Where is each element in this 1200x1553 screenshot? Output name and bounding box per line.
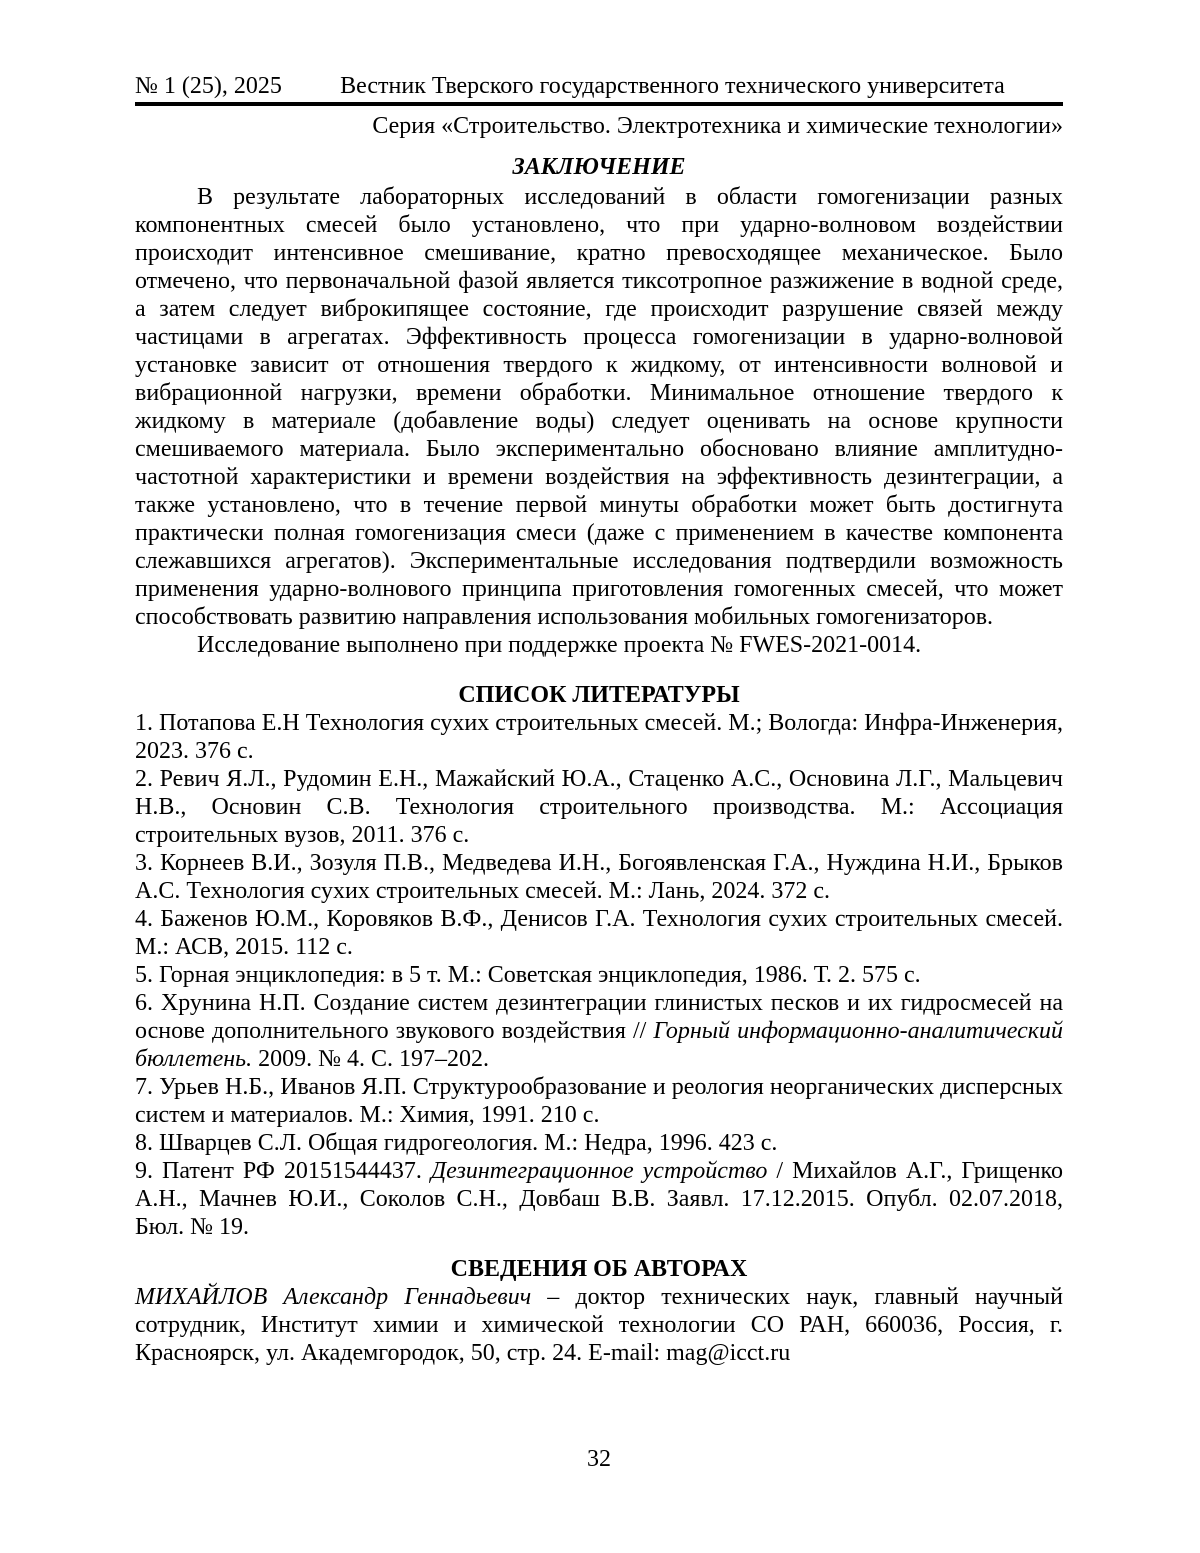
reference-text: 1. Потапова Е.Н Технология сухих строительных смесей. М.; Вологда: Инфра-Инженерия, 2023. 376 с. (135, 710, 1063, 764)
reference-item (135, 1129, 1063, 1157)
references-list (135, 709, 1063, 1241)
reference-text: 2009. № 4. С. 197–202. (252, 1046, 489, 1072)
conclusion-paragraph: В результате лабораторных исследований в области гомогенизации разных компонентных смесей было установлено, что при ударно-волновом воздействии происходит интенсивное смешивание, кратно превосходящее механическое. Было отмечено, что первоначальной фазой является тиксотропное разжижение в водной среде, а затем следует виброкипящее состояние, где происходит разрушение связей между частицами в агрегатах. Эффективность процесса гомогенизации в ударно-волновой установке зависит от отношения твердого к жидкому, от интенсивности волновой и вибрационной нагрузки, времени обработки. Минимальное отношение твердого к жидкому в материале (добавление воды) следует оценивать на основе крупности смешиваемого материала. Было экспериментально обосновано влияние амплитудно-частотной характеристики и времени воздействия на эффективность дезинтеграции, а также установлено, что в течение первой минуты обработки может быть достигнута практически полная гомогенизация смеси (даже с применением в качестве компонента слежавшихся агрегатов). Экспериментальные исследования подтвердили возможность применения ударно-волнового принципа приготовления гомогенных смесей, что может способствовать развитию направления использования мобильных гомогенизаторов. (135, 184, 1063, 630)
authors-heading: СВЕДЕНИЯ ОБ АВТОРАХ (450, 1256, 748, 1282)
reference-text: 5. Горная энциклопедия: в 5 т. М.: Советская энциклопедия, 1986. Т. 2. 575 с. (135, 962, 921, 988)
page-number: 32 (587, 1446, 611, 1472)
reference-item (135, 765, 1063, 849)
author-details: – доктор технических наук, главный научный сотрудник, Институт химии и химической технологии СО РАН, 660036, Россия, г. Красноярск, ул. Академгородок, 50, стр. 24. E-mail: (135, 1284, 1063, 1366)
reference-item (135, 989, 1063, 1073)
reference-item (135, 1157, 1063, 1241)
author-email: mag@icct.ru (666, 1340, 791, 1366)
conclusion-heading: ЗАКЛЮЧЕНИЕ (512, 154, 686, 180)
issue-number: № 1 (25), 2025 (135, 73, 282, 99)
reference-text: / Михайлов А.Г., Грищенко А.Н., Мачнев Ю.И., Соколов С.Н., Довбаш В.В. Заявл. 17.12.2015. Опубл. 02.07.2018, Бюл. № 19. (135, 1158, 1063, 1240)
series-title: Серия «Строительство. Электротехника и химические технологии» (372, 113, 1063, 139)
reference-item (135, 709, 1063, 765)
reference-italic-text: Горный информационно-аналитический бюллетень. (135, 1018, 1064, 1072)
reference-item (135, 849, 1063, 905)
reference-text: 8. Шварцев С.Л. Общая гидрогеология. М.: Недра, 1996. 423 с. (135, 1130, 778, 1156)
author-name: МИХАЙЛОВ Александр Геннадьевич (135, 1284, 532, 1310)
reference-item (135, 905, 1063, 961)
author-info (135, 1283, 1063, 1367)
reference-text: 9. Патент РФ 20151544437. (135, 1158, 431, 1184)
reference-text: 4. Баженов Ю.М., Коровяков В.Ф., Денисов Г.А. Технология сухих строительных смесей. М.: АСВ, 2015. 112 с. (135, 906, 1063, 960)
funding-note: Исследование выполнено при поддержке проекта № FWES-2021-0014. (197, 632, 922, 658)
reference-text: 2. Ревич Я.Л., Рудомин Е.Н., Мажайский Ю.А., Стаценко А.С., Основина Л.Г., Мальцевич Н.В., Основин С.В. Технология строительного производства. М.: Ассоциация строительных вузов, 2011. 376 с. (135, 766, 1063, 848)
reference-item (135, 1073, 1063, 1129)
references-heading: СПИСОК ЛИТЕРАТУРЫ (458, 682, 740, 708)
reference-item (135, 961, 1063, 989)
reference-italic-text: Дезинтеграционное устройство (430, 1158, 768, 1184)
reference-text: 3. Корнеев В.И., Зозуля П.В., Медведева И.Н., Богоявленская Г.А., Нуждина Н.И., Брыков А.С. Технология сухих строительных смесей. М.: Лань, 2024. 372 с. (135, 850, 1063, 904)
reference-text: 7. Урьев Н.Б., Иванов Я.П. Структурообразование и реология неорганических дисперсных систем и материалов. М.: Химия, 1991. 210 с. (135, 1074, 1063, 1128)
reference-text: 6. Хрунина Н.П. Создание систем дезинтеграции глинистых песков и их гидросмесей на основе дополнительного звукового воздействия // (135, 990, 1063, 1044)
page-header (135, 72, 1063, 106)
journal-title: Вестник Тверского государственного технического университета (340, 73, 1005, 99)
